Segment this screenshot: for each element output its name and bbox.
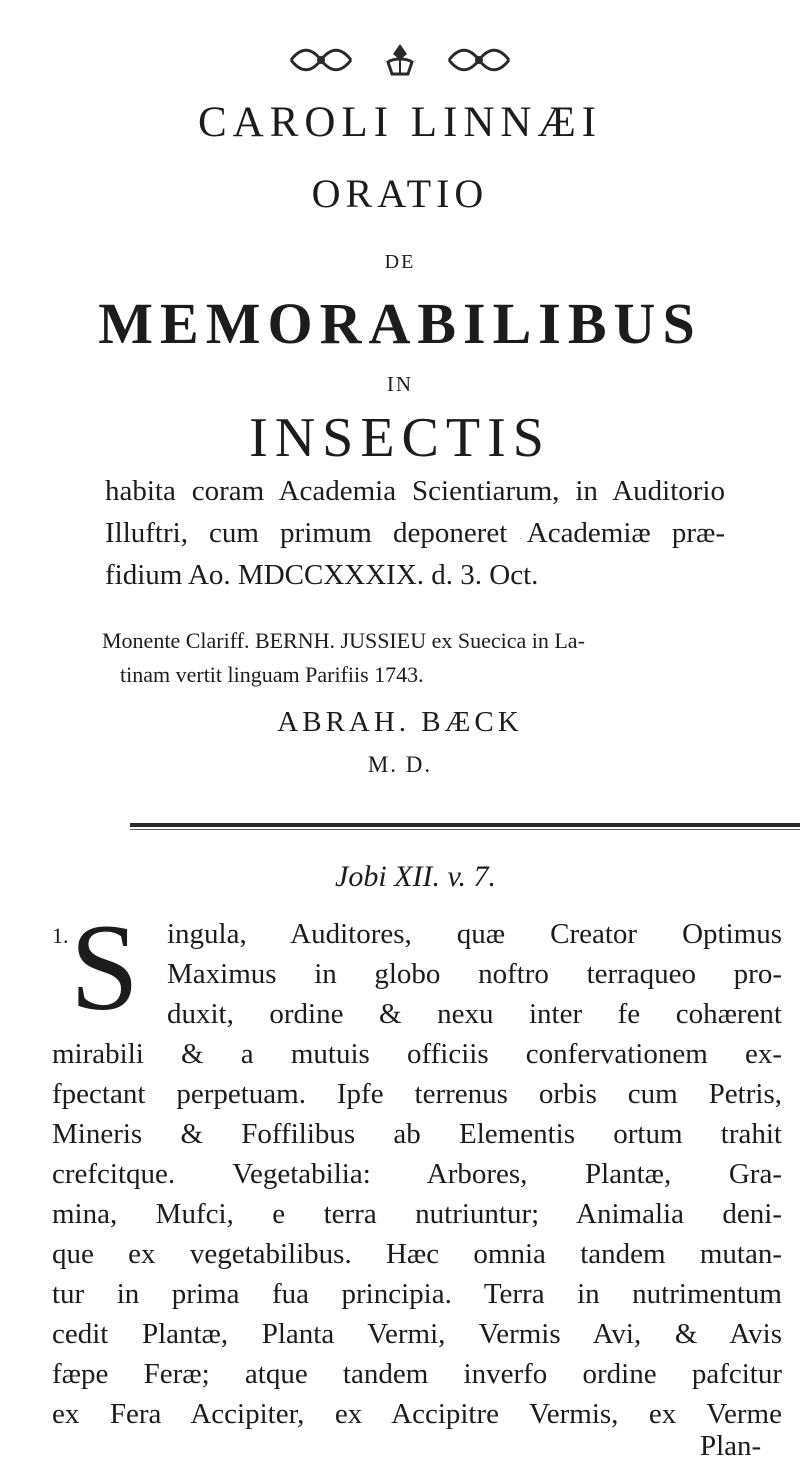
text-line: crefcitque. Vegetabilia: Arbores, Plantæ, Gra- <box>52 1158 782 1190</box>
text-line: cedit Plantæ, Planta Vermi, Vermis Avi, & Avis <box>52 1318 782 1350</box>
ornament-row <box>0 40 800 80</box>
author-name: CAROLI LINNÆI <box>197 99 603 146</box>
text-line: Maximus in globo noftro terraqueo pro- <box>167 958 782 990</box>
center-fleuron-icon <box>380 40 420 80</box>
translator-name: ABRAH. BÆCK <box>277 706 523 738</box>
drop-cap: S <box>70 899 139 1036</box>
text-line: ex Fera Accipiter, ex Accipitre Vermis, ex Verme <box>52 1398 782 1430</box>
catchword: Plan- <box>700 1430 762 1462</box>
subtitle-line-3: fidium Ao. MDCCXXXIX. d. 3. Oct. <box>105 559 539 591</box>
text-line: mina, Mufci, e terra nutriuntur; Animalia deni- <box>52 1198 782 1230</box>
text-line: Mineris & Foffilibus ab Elementis ortum trahit <box>52 1118 782 1150</box>
divider-rule <box>130 823 800 827</box>
text-line: tur in prima fua principia. Terra in nutrimentum <box>52 1278 782 1310</box>
text-line: mirabili & a mutuis officiis confervationem ex- <box>52 1038 782 1070</box>
title-memorabilibus: MEMORABILIBUS <box>98 291 702 356</box>
translation-line-1: Monente Clariff. BERNH. JUSSIEU ex Suecica in La- <box>102 628 585 653</box>
section-number: 1. <box>52 923 69 948</box>
title-oratio: ORATIO <box>311 171 489 216</box>
title-de: DE <box>384 251 416 273</box>
right-fleuron-icon <box>444 45 514 75</box>
text-line: que ex vegetabilibus. Hæc omnia tandem mutan- <box>52 1238 782 1270</box>
subtitle-line-2: Illuftri, cum primum deponeret Academiæ præ- <box>105 517 725 549</box>
left-fleuron-icon <box>286 45 356 75</box>
translator-degree: M. D. <box>367 752 433 777</box>
epigraph: Jobi XII. v. 7. <box>335 860 497 893</box>
subtitle-line-1: habita coram Academia Scientiarum, in Auditorio <box>105 475 725 507</box>
text-line: ingula, Auditores, quæ Creator Optimus <box>167 918 782 950</box>
title-in: IN <box>386 372 414 396</box>
text-line: duxit, ordine & nexu inter fe cohærent <box>167 998 782 1030</box>
divider-rule-thin <box>130 829 800 830</box>
text-line: fæpe Feræ; atque tandem inverfo ordine pafcitur <box>52 1358 782 1390</box>
title-insectis: INSECTIS <box>249 407 551 469</box>
translation-line-2: tinam vertit linguam Parifiis 1743. <box>120 662 424 687</box>
text-line: fpectant perpetuam. Ipfe terrenus orbis cum Petris, <box>52 1078 782 1110</box>
